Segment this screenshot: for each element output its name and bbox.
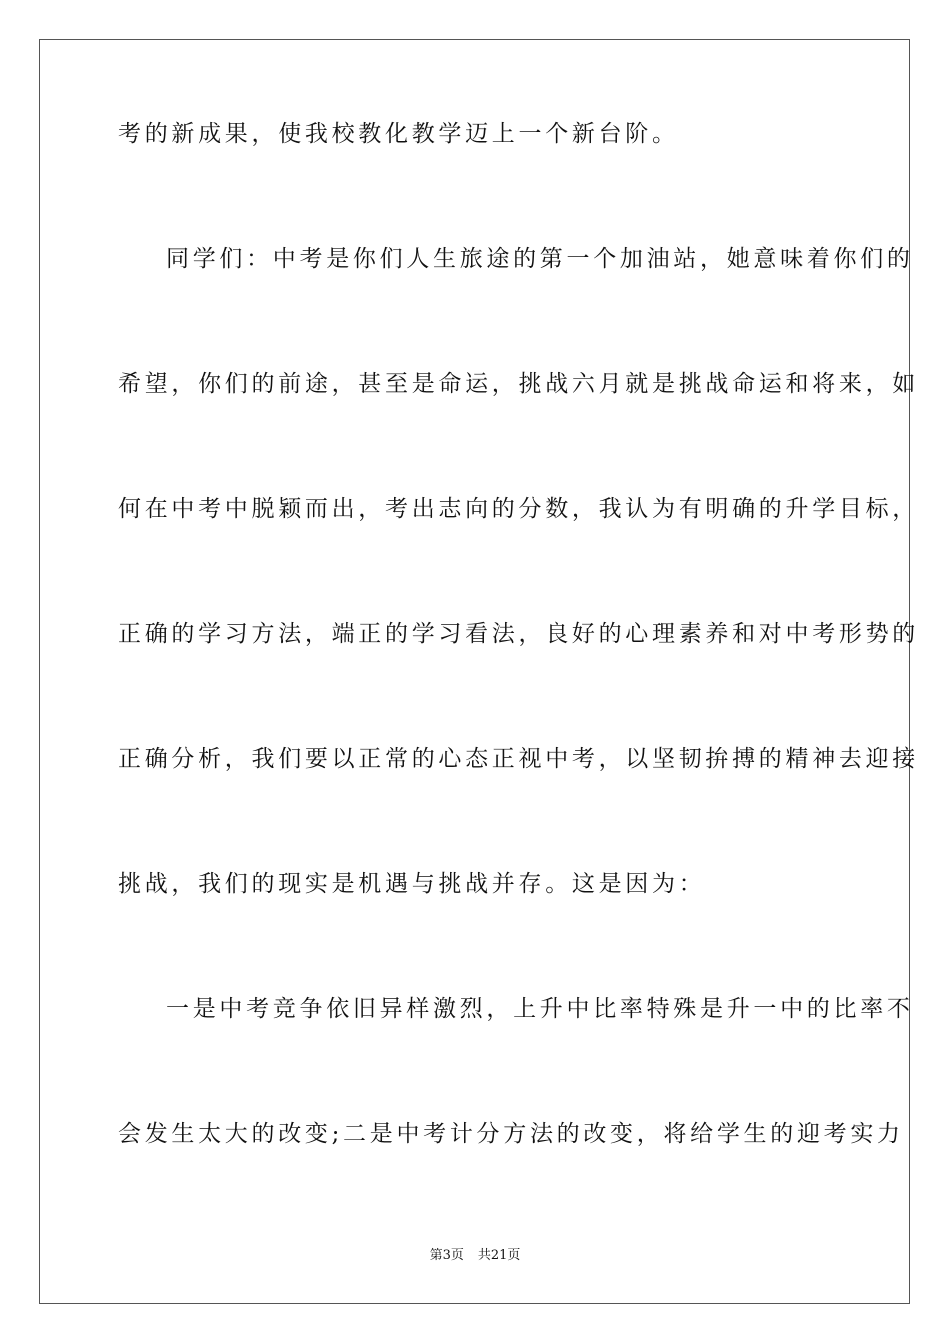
page-number: 第3页 [429,1248,464,1263]
text-line-4: 何在中考中脱颖而出，考出志向的分数，我认为有明确的升学目标， [118,496,919,522]
text-line-1: 考的新成果，使我校教化教学迈上一个新台阶。 [118,121,679,147]
text-line-7: 挑战，我们的现实是机遇与挑战并存。这是因为： [118,871,706,897]
text-line-9: 会发生太大的改变;二是中考计分方法的改变，将给学生的迎考实力 [118,1121,904,1147]
text-line-5: 正确的学习方法，端正的学习看法，良好的心理素养和对中考形势的 [118,621,919,647]
document-body [118,120,919,1245]
text-line-2: 同学们：中考是你们人生旅途的第一个加油站，她意味着你们的 [166,246,914,272]
page-footer [0,1248,950,1264]
page-total: 共21页 [477,1248,521,1263]
text-line-3: 希望，你们的前途，甚至是命运，挑战六月就是挑战命运和将来，如 [118,371,919,397]
text-line-8: 一是中考竞争依旧异样激烈，上升中比率特殊是升一中的比率不 [166,996,914,1022]
text-line-6: 正确分析，我们要以正常的心态正视中考，以坚韧拚搏的精神去迎接 [118,746,919,772]
